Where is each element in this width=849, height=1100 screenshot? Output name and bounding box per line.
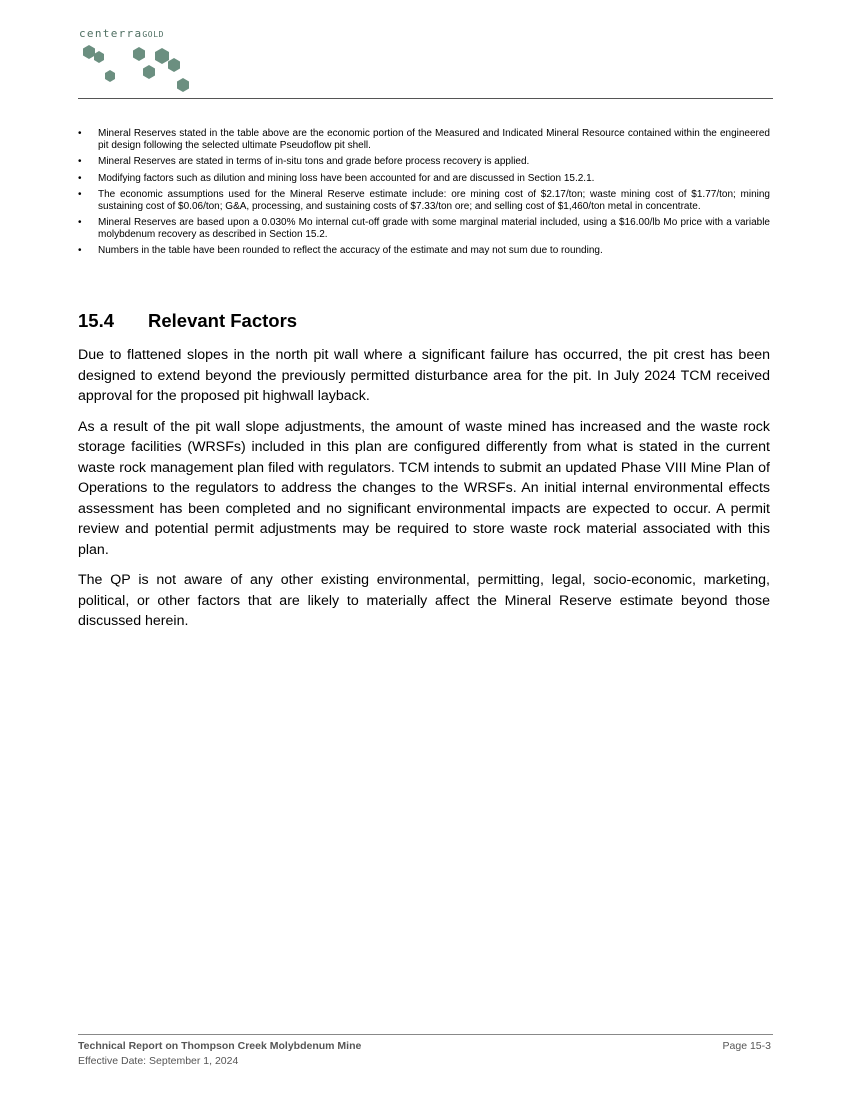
logo-hexagon xyxy=(83,45,95,59)
footer-effective-date: Effective Date: September 1, 2024 xyxy=(78,1055,239,1067)
footer-report-title: Technical Report on Thompson Creek Molybdenum Mine xyxy=(78,1040,362,1052)
logo-wordmark: centerraGOLD xyxy=(79,27,165,40)
company-logo xyxy=(79,27,209,97)
logo-hexagon xyxy=(155,48,169,64)
reserve-notes-list xyxy=(78,128,770,262)
list-item: • Mineral Reserves are based upon a 0.030% Mo internal cut-off grade with some marginal material included, using a $16.00/lb Mo price with a variable molybdenum recovery as described in Section 15.2. xyxy=(78,217,770,240)
logo-hexagon xyxy=(143,65,155,79)
logo-hexagon xyxy=(168,58,180,72)
list-item: • Numbers in the table have been rounded to reflect the accuracy of the estimate and may not sum due to rounding. xyxy=(78,245,770,257)
list-item: • Mineral Reserves stated in the table above are the economic portion of the Measured and Indicated Mineral Resource contained within the engineered pit design following the selected ultimate Pseudoflow pit shell. xyxy=(78,128,770,151)
hexagon-cluster-logo-icon xyxy=(79,43,199,97)
list-item: • Mineral Reserves are stated in terms of in-situ tons and grade before process recovery is applied. xyxy=(78,156,770,168)
section-body xyxy=(78,345,770,642)
logo-hexagon xyxy=(94,51,104,63)
section-number: 15.4 xyxy=(78,310,115,331)
logo-hexagon xyxy=(133,47,145,61)
footer-page-number: Page 15-3 xyxy=(722,1040,771,1052)
header-divider xyxy=(78,98,773,99)
paragraph: As a result of the pit wall slope adjustments, the amount of waste mined has increased and the waste rock storage facilities (WRSFs) included in this plan are configured differently from what is stated in the current waste rock management plan filed with regulators. TCM intends to submit an updated Phase VIII Mine Plan of Operations to the regulators to address the changes to the WRSFs. An initial internal environmental effects assessment has been completed and no significant environmental impacts are expected to occur. A permit review and potential permit adjustments may be required to store waste rock material associated with this plan. xyxy=(78,418,770,558)
paragraph: Due to flattened slopes in the north pit wall where a significant failure has occurred, the pit crest has been designed to extend beyond the previously permitted disturbance area for the pit. In July 2024 TCM received approval for the proposed pit highwall layback. xyxy=(78,347,770,404)
paragraph: The QP is not aware of any other existing environmental, permitting, legal, socio-economic, marketing, political, or other factors that are likely to materially affect the Mineral Reserve estimate beyond those discussed herein. xyxy=(78,572,770,629)
section-heading xyxy=(78,310,297,332)
logo-hexagon xyxy=(105,70,115,82)
footer-divider xyxy=(78,1034,773,1035)
list-item: • Modifying factors such as dilution and mining loss have been accounted for and are discussed in Section 15.2.1. xyxy=(78,173,770,185)
list-item: • The economic assumptions used for the Mineral Reserve estimate include: ore mining cost of $2.17/ton; waste mining cost of $1.77/ton; mining sustaining cost of $0.06/ton; G&A, processing, and sustaining costs of $7.33/ton ore; and selling cost of $1,460/ton metal in concentrate. xyxy=(78,189,770,212)
logo-hexagon xyxy=(177,78,189,92)
section-title: Relevant Factors xyxy=(148,310,298,331)
